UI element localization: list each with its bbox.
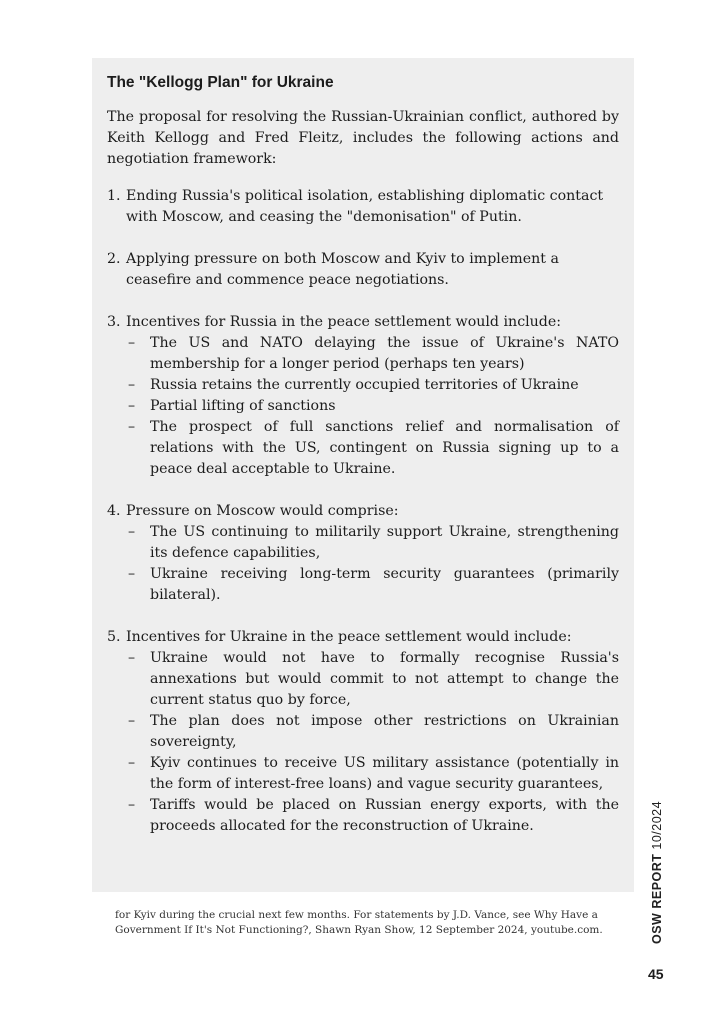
sub-item: – Ukraine receiving long-term security guarantees (primarily bilateral). bbox=[126, 564, 619, 606]
sub-item: – Kyiv continues to receive US military assistance (potentially in the form of interest-free loans) and vague security guarantees, bbox=[126, 753, 619, 795]
dash-bullet: – bbox=[128, 377, 136, 393]
page-number: 45 bbox=[648, 966, 664, 982]
dash-bullet: – bbox=[128, 335, 136, 351]
item-number: 2. bbox=[107, 251, 121, 267]
report-issue: 10/2024 bbox=[650, 800, 664, 850]
item-number: 5. bbox=[107, 629, 121, 645]
plan-item-2 bbox=[107, 249, 619, 291]
item-number: 4. bbox=[107, 503, 121, 519]
sub-item: – Tariffs would be placed on Russian energy exports, with the proceeds allocated for the reconstruction of Ukraine. bbox=[126, 795, 619, 837]
dash-bullet: – bbox=[128, 713, 136, 729]
item-text: Incentives for Russia in the peace settlement would include: bbox=[126, 314, 562, 330]
plan-item-1 bbox=[107, 186, 619, 228]
plan-item-5 bbox=[107, 627, 619, 837]
dash-bullet: – bbox=[128, 419, 136, 435]
sub-item: – The US continuing to militarily support Ukraine, strengthening its defence capabilities, bbox=[126, 522, 619, 564]
plan-item-3 bbox=[107, 312, 619, 480]
dash-bullet: – bbox=[128, 650, 136, 666]
report-sidebar-label bbox=[650, 801, 664, 944]
sub-item: – Russia retains the currently occupied territories of Ukraine bbox=[126, 375, 619, 396]
dash-bullet: – bbox=[128, 797, 136, 813]
dash-bullet: – bbox=[128, 398, 136, 414]
footnote: for Kyiv during the crucial next few months. For statements by J.D. Vance, see Why Have a Government If It's Not Functioning?, Shawn Ryan Show, 12 September 2024, youtube.com. bbox=[115, 909, 603, 936]
sub-item: – The prospect of full sanctions relief and normalisation of relations with the US, contingent on Russia signing up to a peace deal acceptable to Ukraine. bbox=[126, 417, 619, 480]
report-name: OSW REPORT bbox=[650, 853, 664, 944]
plan-item-4 bbox=[107, 501, 619, 606]
item-number: 3. bbox=[107, 314, 121, 330]
item-text: Incentives for Ukraine in the peace settlement would include: bbox=[126, 629, 572, 645]
kellogg-plan-box bbox=[92, 58, 634, 892]
box-title: The "Kellogg Plan" for Ukraine bbox=[107, 74, 334, 91]
item-text: Applying pressure on both Moscow and Kyiv to implement a ceasefire and commence peace negotiations. bbox=[126, 251, 559, 288]
sub-item: – Ukraine would not have to formally recognise Russia's annexations but would commit to not attempt to change the current status quo by force, bbox=[126, 648, 619, 711]
item-number: 1. bbox=[107, 188, 121, 204]
item-text: Ending Russia's political isolation, establishing diplomatic contact with Moscow, and ceasing the "demonisation" of Putin. bbox=[126, 188, 604, 225]
dash-bullet: – bbox=[128, 566, 136, 582]
item-text: Pressure on Moscow would comprise: bbox=[126, 503, 399, 519]
dash-bullet: – bbox=[128, 755, 136, 771]
box-intro: The proposal for resolving the Russian-Ukrainian conflict, authored by Keith Kellogg and Fred Fleitz, includes the following actions and negotiation framework: bbox=[107, 109, 619, 167]
sub-item: – The plan does not impose other restrictions on Ukrainian sovereignty, bbox=[126, 711, 619, 753]
sub-item: – The US and NATO delaying the issue of Ukraine's NATO membership for a longer period (perhaps ten years) bbox=[126, 333, 619, 375]
sub-item: – Partial lifting of sanctions bbox=[126, 396, 619, 417]
dash-bullet: – bbox=[128, 524, 136, 540]
